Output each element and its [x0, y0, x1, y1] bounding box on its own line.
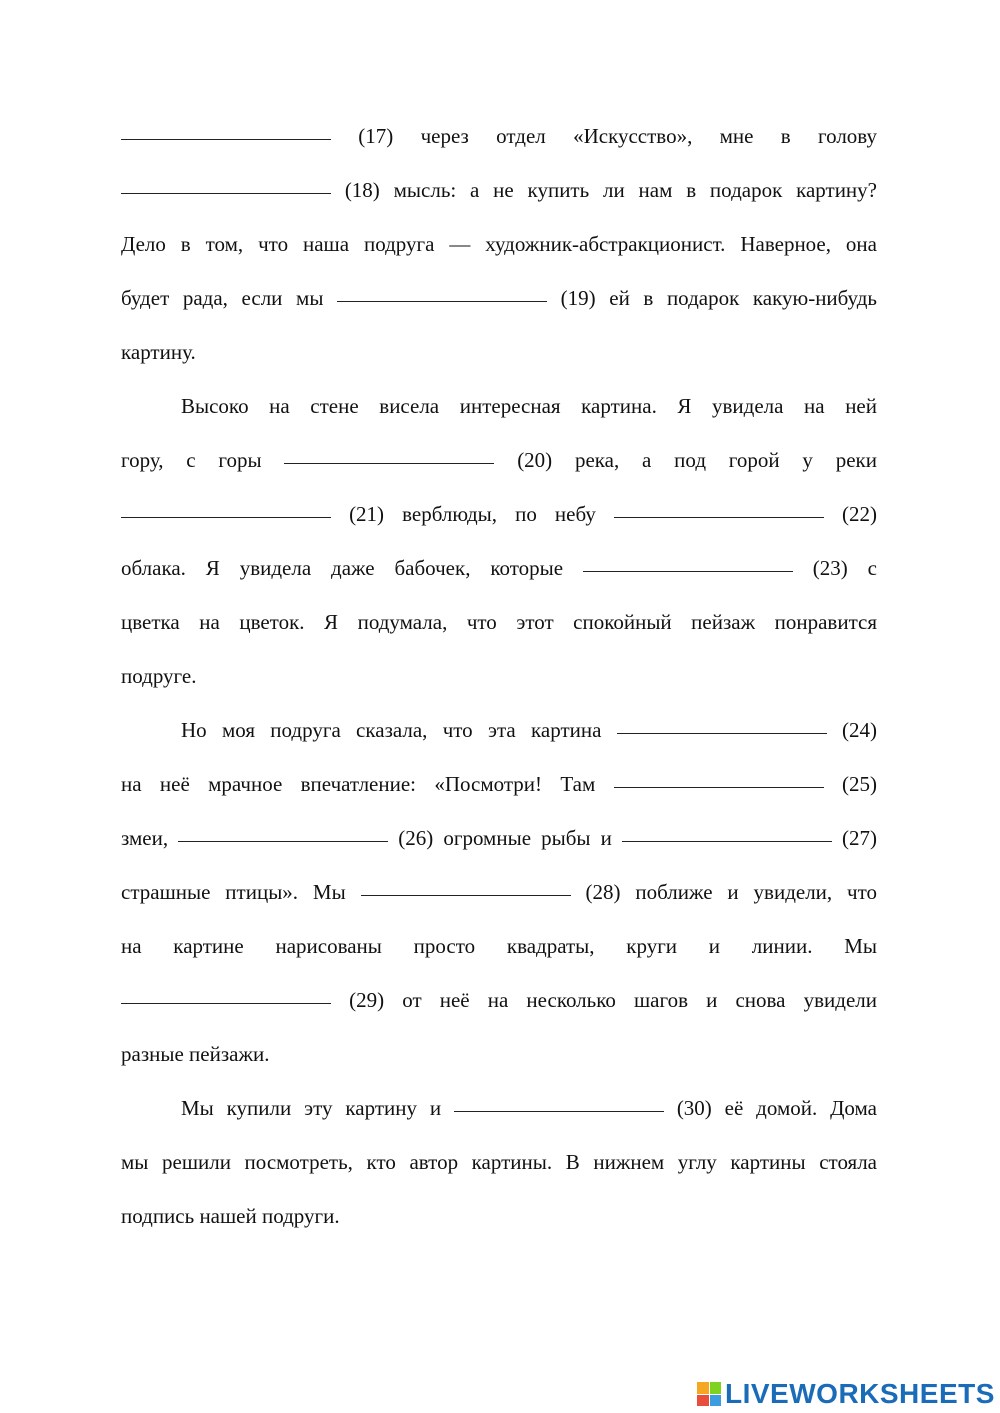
text-line [121, 823, 877, 853]
text-segment: (23) с [792, 556, 877, 580]
text-segment: разные пейзажи. [121, 1042, 270, 1066]
text-segment: (28) поближе и увидели, что [570, 880, 878, 904]
text-segment: (27) [831, 826, 877, 850]
answer-input-20[interactable] [284, 451, 494, 472]
answer-blank-26[interactable] [178, 823, 388, 842]
text-line [121, 1201, 877, 1231]
answer-blank-27[interactable] [622, 823, 832, 842]
text-segment: (17) через отдел «Искусство», мне в голову [331, 124, 877, 148]
text-segment: цветка на цветок. Я подумала, что этот спокойный пейзаж понравится [121, 610, 877, 634]
text-line [121, 661, 877, 691]
text-line [121, 931, 877, 961]
text-line [121, 877, 877, 907]
text-segment: Мы купили эту картину и [181, 1096, 454, 1120]
text-line [121, 121, 877, 151]
text-line [121, 553, 877, 583]
answer-input-30[interactable] [454, 1099, 664, 1120]
answer-blank-21[interactable] [121, 499, 331, 518]
text-line [121, 337, 877, 367]
text-segment: подруге. [121, 664, 197, 688]
answer-input-29[interactable] [121, 991, 331, 1012]
answer-blank-18[interactable] [121, 175, 331, 194]
text-line [121, 175, 877, 205]
text-line [121, 1093, 877, 1123]
answer-input-26[interactable] [178, 829, 388, 850]
answer-input-21[interactable] [121, 505, 331, 526]
answer-input-28[interactable] [361, 883, 571, 904]
answer-input-17[interactable] [121, 127, 331, 148]
text-segment: Дело в том, что наша подруга — художник-абстракционист. Наверное, она [121, 232, 877, 256]
text-line [121, 607, 877, 637]
answer-input-23[interactable] [583, 559, 793, 580]
text-segment: на картине нарисованы просто квадраты, круги и линии. Мы [121, 934, 877, 958]
text-line [121, 283, 877, 313]
answer-input-19[interactable] [337, 289, 547, 310]
text-segment: на неё мрачное впечатление: «Посмотри! Там [121, 772, 614, 796]
answer-blank-20[interactable] [284, 445, 494, 464]
liveworksheets-logo [697, 1379, 995, 1409]
answer-blank-28[interactable] [361, 877, 571, 896]
answer-input-24[interactable] [617, 721, 827, 742]
text-segment: (22) [823, 502, 877, 526]
text-segment: гору, с горы [121, 448, 285, 472]
answer-blank-25[interactable] [614, 769, 824, 788]
text-segment: (20) река, а под горой у реки [494, 448, 877, 472]
text-line [121, 769, 877, 799]
text-line [121, 499, 877, 529]
text-line [121, 445, 877, 475]
text-line [121, 1039, 877, 1069]
answer-blank-30[interactable] [454, 1093, 664, 1112]
answer-input-18[interactable] [121, 181, 331, 202]
text-segment: будет рада, если мы [121, 286, 338, 310]
text-segment: (26) огромные рыбы и [388, 826, 622, 850]
text-line [121, 1147, 877, 1177]
text-segment: (18) мысль: а не купить ли нам в подарок картину? [331, 178, 877, 202]
text-segment: картину. [121, 340, 196, 364]
answer-input-22[interactable] [614, 505, 824, 526]
text-segment: мы решили посмотреть, кто автор картины. В нижнем углу картины стояла [121, 1150, 877, 1174]
answer-blank-23[interactable] [583, 553, 793, 572]
answer-blank-29[interactable] [121, 985, 331, 1004]
text-segment: змеи, [121, 826, 179, 850]
answer-input-25[interactable] [614, 775, 824, 796]
text-line [121, 985, 877, 1015]
text-segment: Высоко на стене висела интересная картина. Я увидела на ней [181, 394, 877, 418]
answer-blank-24[interactable] [617, 715, 827, 734]
text-line [121, 715, 877, 745]
text-segment: Но моя подруга сказала, что эта картина [181, 718, 617, 742]
text-segment: (21) верблюды, по небу [331, 502, 614, 526]
answer-blank-17[interactable] [121, 121, 331, 140]
text-segment: страшные птицы». Мы [121, 880, 361, 904]
answer-blank-22[interactable] [614, 499, 824, 518]
answer-input-27[interactable] [622, 829, 832, 850]
answer-blank-19[interactable] [337, 283, 547, 302]
text-segment: облака. Я увидела даже бабочек, которые [121, 556, 583, 580]
text-segment: (19) ей в подарок какую-нибудь [547, 286, 877, 310]
text-segment: (24) [826, 718, 877, 742]
text-line [121, 391, 877, 421]
logo-text: LIVEWORKSHEETS [725, 1378, 995, 1409]
text-segment: (29) от неё на несколько шагов и снова увидели [331, 988, 877, 1012]
text-segment: (25) [823, 772, 877, 796]
text-segment: (30) её домой. Дома [663, 1096, 877, 1120]
text-line [121, 229, 877, 259]
logo-mark-icon [697, 1382, 721, 1406]
text-segment: подпись нашей подруги. [121, 1204, 340, 1228]
